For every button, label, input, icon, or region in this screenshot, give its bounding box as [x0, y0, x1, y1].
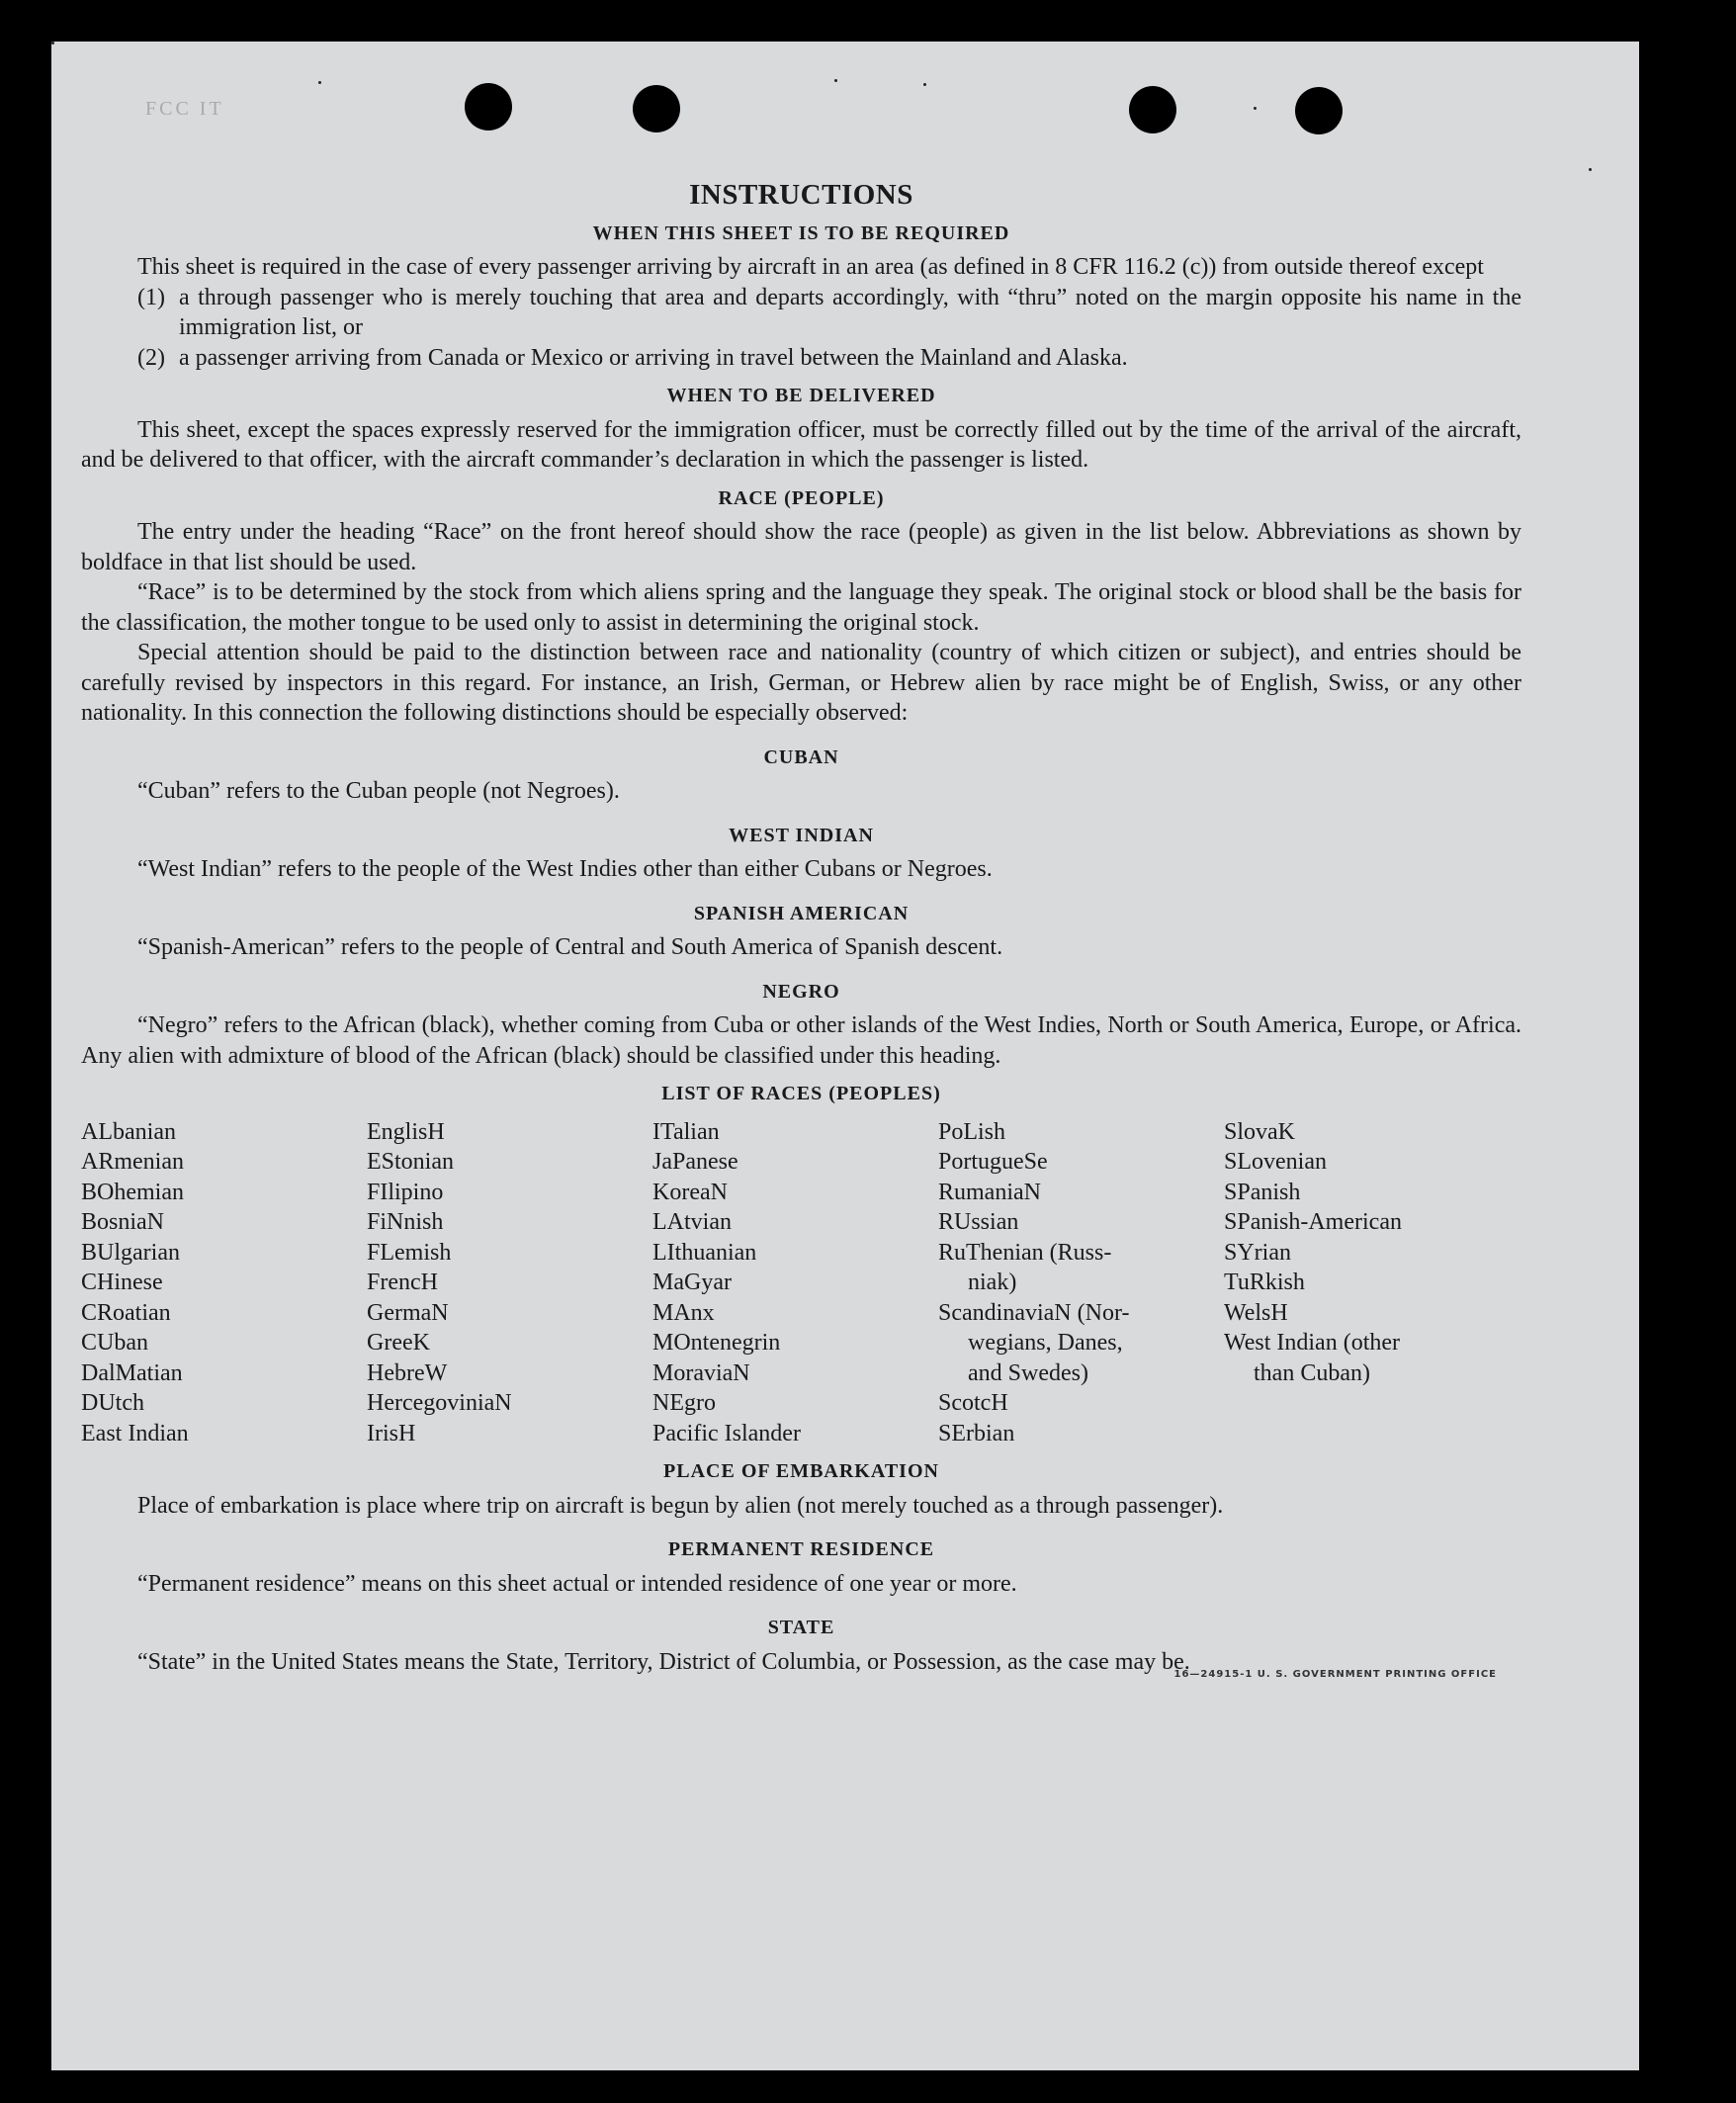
race-entry: HercegoviniaN	[367, 1390, 512, 1416]
race-entry: than Cuban)	[1254, 1359, 1370, 1386]
race-entry: SlovaK	[1224, 1118, 1295, 1145]
races-column	[652, 1117, 938, 1449]
race-entry: CHinese	[81, 1270, 163, 1295]
race-entry: EnglisH	[367, 1118, 445, 1145]
race-entry: West Indian (other	[1224, 1330, 1401, 1356]
races-column	[367, 1117, 652, 1449]
race-entry: EStonian	[367, 1149, 454, 1175]
race-entry: ScotcH	[938, 1390, 1008, 1416]
page-title: INSTRUCTIONS	[689, 179, 913, 211]
race-entry: MoraviaN	[652, 1359, 750, 1386]
race-entry: ALbanian	[81, 1118, 176, 1145]
item-text: a passenger arriving from Canada or Mexico or arriving in travel between the Mainland and Alaska.	[179, 344, 1128, 371]
race-entry: TuRkish	[1224, 1270, 1305, 1295]
race-entry: FrencH	[367, 1270, 438, 1295]
instructions-content	[81, 180, 1521, 1691]
race-entry: DalMatian	[81, 1359, 183, 1386]
section-heading-race: RACE (PEOPLE)	[718, 486, 885, 509]
state-text: “State” in the United States means the State, Territory, District of Columbia, or Possession, as the case may be.	[137, 1648, 1190, 1675]
race-entry: GreeK	[367, 1330, 430, 1356]
embarkation-text: Place of embarkation is place where trip on aircraft is begun by alien (not merely touched as a through passenger).	[137, 1492, 1224, 1519]
race-entry: FIlipino	[367, 1179, 444, 1205]
section-heading-negro: NEGRO	[762, 980, 840, 1003]
race-entry: SYrian	[1224, 1239, 1291, 1266]
speck	[1254, 107, 1257, 110]
speck	[1589, 168, 1592, 171]
race-entry: MOntenegrin	[652, 1330, 781, 1356]
race-paragraph-3: Special attention should be paid to the distinction between race and nationality (country of which citizen or subject), and entries should be carefully revised by inspectors in this regard. For instance, an Irish, German, or Hebrew alien by race might be of English, Swiss, or any other nationality. In this connection the following distinctions should be especially observed:	[81, 640, 1521, 726]
races-column	[938, 1117, 1224, 1449]
race-entry: ScandinaviaN (Nor-	[938, 1299, 1130, 1326]
section-heading-when-delivered: WHEN TO BE DELIVERED	[666, 385, 936, 406]
item-number: (1)	[137, 284, 165, 310]
section-heading-races-list: LIST OF RACES (PEOPLES)	[661, 1083, 941, 1104]
race-entry: GermaN	[367, 1299, 449, 1326]
race-entry: KoreaN	[652, 1179, 728, 1205]
race-entry: SPanish	[1224, 1179, 1301, 1205]
race-entry: CUban	[81, 1330, 148, 1356]
race-entry: SErbian	[938, 1420, 1015, 1446]
race-entry: RuThenian (Russ-	[938, 1239, 1112, 1266]
race-entry: PortugueSe	[938, 1149, 1048, 1175]
document-sheet	[51, 42, 1639, 2070]
race-entry: BOhemian	[81, 1179, 184, 1205]
when-required-intro: This sheet is required in the case of every passenger arriving by aircraft in an area (as defined in 8 CFR 116.2 (c)) from outside thereof except	[137, 254, 1484, 280]
races-list	[81, 1117, 1521, 1449]
printer-code: 16—24915-1 U. S. GOVERNMENT PRINTING OFFICE	[1173, 1669, 1497, 1680]
negro-text: “Negro” refers to the African (black), whether coming from Cuba or other islands of the West Indies, North or South America, Europe, or Africa. Any alien with admixture of blood of the African (black) should be classified under this heading.	[81, 1012, 1521, 1069]
races-column	[1224, 1117, 1510, 1449]
race-entry: NEgro	[652, 1390, 716, 1416]
race-entry: FLemish	[367, 1239, 452, 1266]
section-heading-west-indian: WEST INDIAN	[729, 824, 874, 846]
list-item	[81, 343, 1521, 374]
speck	[834, 79, 837, 82]
race-entry: SLovenian	[1224, 1149, 1327, 1175]
race-entry: MaGyar	[652, 1270, 732, 1295]
residence-text: “Permanent residence” means on this sheet actual or intended residence of one year or more.	[137, 1570, 1017, 1597]
section-heading-when-required: WHEN THIS SHEET IS TO BE REQUIRED	[592, 221, 1010, 244]
race-entry: BUlgarian	[81, 1239, 180, 1266]
spanish-american-text: “Spanish-American” refers to the people of Central and South America of Spanish descent.	[137, 934, 1003, 960]
race-entry: LIthuanian	[652, 1239, 757, 1266]
race-entry: SPanish-American	[1224, 1209, 1402, 1235]
race-entry: East Indian	[81, 1420, 189, 1446]
race-entry: ITalian	[652, 1118, 720, 1145]
speck	[318, 81, 321, 84]
race-entry: LAtvian	[652, 1209, 732, 1235]
speck	[51, 42, 54, 44]
item-number: (2)	[137, 344, 165, 371]
race-paragraph-1: The entry under the heading “Race” on the front hereof should show the race (people) as given in the list below. Abbreviations as shown by boldface in that list should be used.	[81, 519, 1521, 575]
punch-hole	[1129, 86, 1176, 133]
races-column	[81, 1117, 367, 1449]
race-entry: IrisH	[367, 1420, 416, 1446]
race-entry: JaPanese	[652, 1149, 738, 1175]
punch-hole	[1295, 87, 1343, 134]
race-entry: wegians, Danes,	[968, 1330, 1123, 1356]
race-entry: ARmenian	[81, 1149, 184, 1175]
section-heading-embarkation: PLACE OF EMBARKATION	[663, 1460, 939, 1482]
race-entry: WelsH	[1224, 1299, 1288, 1326]
west-indian-text: “West Indian” refers to the people of the West Indies other than either Cubans or Negroes.	[137, 856, 993, 882]
when-delivered-text: This sheet, except the spaces expressly reserved for the immigration officer, must be correctly filled out by the time of the arrival of the aircraft, and be delivered to that officer, with the aircraft commander’s declaration in which the passenger is listed.	[81, 416, 1521, 473]
punch-hole	[465, 83, 512, 131]
race-entry: niak)	[968, 1270, 1017, 1295]
race-entry: FiNnish	[367, 1209, 444, 1235]
race-entry: PoLish	[938, 1118, 1006, 1145]
section-heading-state: STATE	[767, 1617, 835, 1638]
punch-hole	[633, 85, 680, 132]
race-paragraph-2: “Race” is to be determined by the stock from which aliens spring and the language they speak. The original stock or blood shall be the basis for the classification, the mother tongue to be used only to assist in determining the original stock.	[81, 579, 1521, 636]
race-entry: and Swedes)	[968, 1359, 1088, 1386]
section-heading-spanish-american: SPANISH AMERICAN	[693, 902, 910, 924]
speck	[923, 83, 926, 86]
section-heading-cuban: CUBAN	[763, 745, 839, 768]
race-entry: MAnx	[652, 1299, 715, 1326]
list-item	[81, 283, 1521, 343]
race-entry: BosniaN	[81, 1209, 164, 1235]
race-entry: CRoatian	[81, 1299, 171, 1326]
item-text: a through passenger who is merely touching that area and departs accordingly, with “thru” noted on the margin opposite his name in the immigration list, or	[179, 284, 1521, 340]
cuban-text: “Cuban” refers to the Cuban people (not Negroes).	[137, 778, 620, 804]
faint-mark: FCC IT	[145, 98, 224, 120]
race-entry: RumaniaN	[938, 1179, 1041, 1205]
race-entry: DUtch	[81, 1390, 144, 1416]
race-entry: RUssian	[938, 1209, 1019, 1235]
race-entry: HebreW	[367, 1359, 448, 1386]
section-heading-residence: PERMANENT RESIDENCE	[667, 1538, 935, 1560]
race-entry: Pacific Islander	[652, 1420, 801, 1446]
